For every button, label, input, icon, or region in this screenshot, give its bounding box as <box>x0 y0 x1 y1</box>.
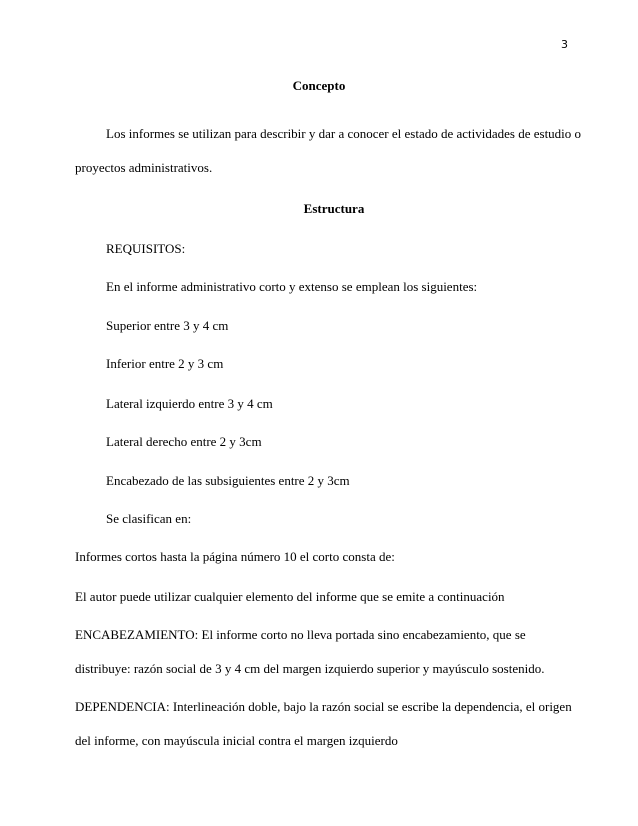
requisitos-intro: En el informe administrativo corto y extenso se emplean los siguientes: <box>106 279 478 294</box>
page-number: 3 <box>561 38 568 51</box>
margin-lateral-derecho: Lateral derecho entre 2 y 3cm <box>106 434 262 449</box>
clasifican-label: Se clasifican en: <box>106 511 192 526</box>
heading-concepto: Concepto <box>292 78 346 93</box>
paragraph-informes-cortos: Informes cortos hasta la página número 10 el corto consta de: <box>75 549 395 564</box>
paragraph-encabezamiento-line-1: ENCABEZAMIENTO: El informe corto no lleva portada sino encabezamiento, que se <box>75 627 526 642</box>
paragraph-concepto-line-2: proyectos administrativos. <box>75 160 213 175</box>
paragraph-dependencia-line-2: del informe, con mayúscula inicial contra el margen izquierdo <box>75 733 398 748</box>
margin-superior: Superior entre 3 y 4 cm <box>106 318 229 333</box>
paragraph-dependencia-line-1: DEPENDENCIA: Interlineación doble, bajo la razón social se escribe la dependencia, el origen <box>75 699 572 714</box>
paragraph-encabezamiento-line-2: distribuye: razón social de 3 y 4 cm del margen izquierdo superior y mayúsculo sostenido. <box>75 661 545 676</box>
heading-estructura: Estructura <box>303 201 365 216</box>
paragraph-autor: El autor puede utilizar cualquier elemento del informe que se emite a continuación <box>75 589 505 604</box>
margin-lateral-izquierdo: Lateral izquierdo entre 3 y 4 cm <box>106 396 273 411</box>
paragraph-concepto-line-1: Los informes se utilizan para describir y dar a conocer el estado de actividades de estudio o <box>106 126 582 141</box>
margin-inferior: Inferior entre 2 y 3 cm <box>106 356 224 371</box>
requisitos-label: REQUISITOS: <box>106 241 186 256</box>
margin-encabezado: Encabezado de las subsiguientes entre 2 y 3cm <box>106 473 350 488</box>
